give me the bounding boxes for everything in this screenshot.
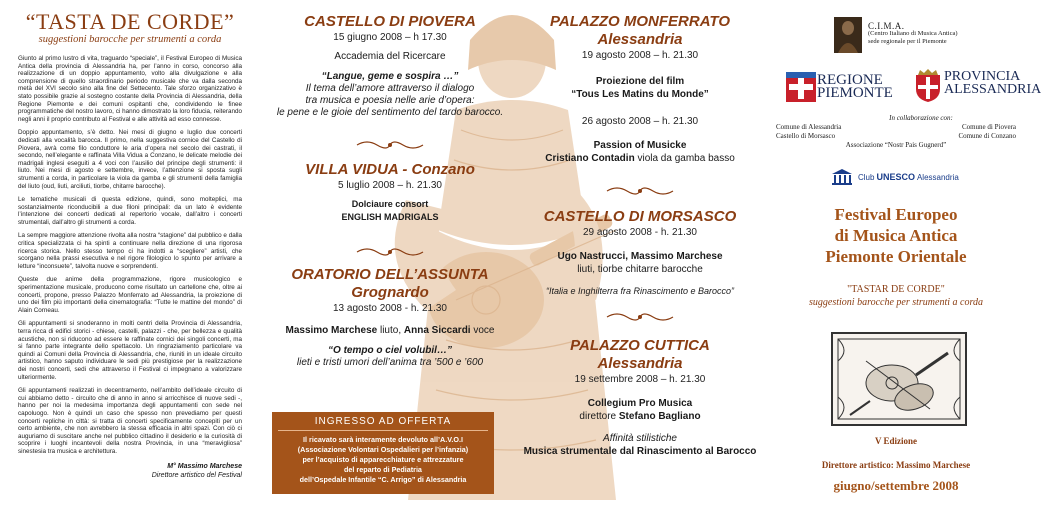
intro-paragraph: La sempre maggiore attenzione rivolta alla nostra “stagione” dal pubblico e dalla critica specializzata ci ha spinti a continuare nella direzione di una rigorosa ricerca storica. Nello stesso tempo ci ha indotti a “scegliere” artisti, che scorgano nella prassi esecutiva e nel rigore filologico lo spunto per arrivare a letture “inconsuete”, talvolta nuove e sorprendenti. [18, 232, 242, 270]
event-venue: ORATORIO DELL’ASSUNTA [291, 266, 489, 283]
performer-role: viola da gamba basso [634, 153, 735, 164]
offer-line: dell’Ospedale Infantile “C. Arrigo” di Alessandria [299, 475, 467, 484]
unesco-city: Alessandria [916, 172, 959, 182]
club-unesco-logo [830, 169, 959, 185]
intro-paragraph: Queste due anime della programmazione, rigore musicologico e sperimentazione musicale, producono come risultato un cartellone che, oltre ai concerti, propone, presso Palazzo Monferrato ad Alessandria, la proiezione di uno dei film più importanti della cinematografia: “Tutte le mattine del mondo” di Alain Corneau. [18, 276, 242, 314]
event-description: Musica strumentale dal Rinascimento al Barocco [523, 446, 757, 457]
director-label: direttore [579, 411, 619, 422]
event-description: lieti e tristi umori dell’anima tra ’500 e ’600 [296, 357, 484, 368]
offer-line: del reparto di Pediatria [344, 465, 422, 474]
event-date: 19 agosto 2008 – h. 21.30 [581, 50, 699, 61]
offer-title: INGRESSO AD OFFERTA [278, 412, 488, 431]
edition-number: V Edizione [874, 436, 918, 446]
event-date: 26 agosto 2008 – h. 21.30 [581, 116, 699, 127]
signature [18, 462, 242, 480]
event-performer: Dolciaure consort [351, 199, 429, 209]
offer-body [272, 431, 494, 485]
provincia-line: PROVINCIA [944, 69, 1021, 84]
event-director [512, 410, 768, 423]
offer-line: per l’acquisto di apparecchiature e attrezzature [302, 455, 464, 464]
event-date: 13 agosto 2008 - h. 21.30 [333, 303, 447, 314]
temple-icon [830, 169, 854, 185]
event-quote: “Langue, geme e sospira …” [321, 71, 459, 82]
artistic-director: Direttore artistico: Massimo Marchese [821, 460, 971, 470]
performer-role: voce [470, 325, 495, 336]
regione-line: PIEMONTE [817, 85, 893, 101]
offer-line: Il ricavato sarà interamente devoluto all’A.V.O.I [303, 435, 463, 444]
performer-name: Cristiano Contadin [545, 153, 635, 164]
intro-paragraph: Gli appuntamenti si snoderanno in molti centri della Provincia di Alessandria, terra ricca di edifici storici - chiese, castelli, palazzi - che, per bellezza e qualità acustiche, non si riducono ad essere le raffinate cornici dei singoli concerti, ma si fanno parte integrante dello spettacolo. Un ringraziamento particolare va quindi ai Comuni della Provincia di Alessandria, che, riuniti in un ideale circuito artistico, hanno saputo individuare le sedi più prestigiose per la realizzazione dei nostri concerti, sedi che attraverso il Festival ci impegnano a valorizzare ulteriormente. [18, 320, 242, 381]
event-city: Alessandria [597, 31, 683, 48]
signature-role: Direttore artistico del Festival [151, 471, 242, 479]
provincia-alessandria-text [944, 70, 1041, 96]
performer-name: Anna Siccardi [403, 325, 471, 336]
event-description: le pene e le gioie del sentimento del tardo barocco. [276, 107, 504, 118]
event-city: Alessandria [597, 355, 683, 372]
event-city: Grognardo [351, 284, 429, 301]
collab-row [776, 132, 1016, 141]
cima-line: (Centro Italiano di Musica Antica) [868, 30, 958, 37]
event-film-label: Proiezione del film [595, 76, 685, 87]
event-film-title: “Tous Les Matins du Monde” [571, 89, 709, 100]
intro-paragraph: Giunto al primo lustro di vita, traguardo “speciale”, il Festival Europeo di Musica Antica della provincia di Alessandria ha, per l’anno in corso, concorso alla realizzazione di un doppio appuntamento, volto alla divulgazione e alla comprensione di quello straordinario periodo musicale che va dalla seconda metà del XVI secolo sino alla fine del Settecento. Tale sforzo organizzativo è stato possibile grazie al sostegno costante della Provincia di Alessandria, della Regione Piemonte e dei comuni ospitanti che, condividendo le finee programmatiche del nostro lavoro, ci hanno dimostrato la loro fiducia, reiterando negli anni il proprio contributo al Festival e alle attività ad esso connesse. [18, 55, 242, 123]
regione-piemonte-logo [786, 72, 816, 107]
provincia-line: ALESSANDRIA [944, 82, 1041, 97]
cima-text [868, 22, 1008, 46]
event-venue: CASTELLO DI PIOVERA [304, 13, 476, 30]
event-date: 29 agosto 2008 - h. 21.30 [583, 227, 697, 238]
edition-theme-subtitle: suggestioni barocche per strumenti a corda [809, 297, 983, 308]
event-date: 19 settembre 2008 – h. 21.30 [574, 374, 706, 385]
event-description: Affinità stilistiche [603, 433, 677, 444]
event-venue: PALAZZO CUTTICA [570, 337, 710, 354]
donation-offer-box [272, 412, 494, 494]
event-quote: “O tempo o ciel volubil…” [328, 345, 452, 356]
offer-line: (Associazione Volontari Ospedalieri per l’infanzia) [297, 445, 469, 454]
intro-subtitle: suggestioni barocche per strumenti a corda [38, 34, 222, 45]
intro-title: “TASTA DE CORDE” [25, 9, 235, 34]
festival-title-line: di Musica Antica [834, 226, 958, 245]
signature-name: M° Massimo Marchese [167, 462, 242, 470]
event-performer [272, 324, 508, 337]
performer-role: liuto, [377, 325, 404, 336]
festival-title-line: Piemonte Orientale [825, 247, 967, 266]
event-date: 15 giugno 2008 – h 17.30 [333, 32, 447, 43]
event-performer: Passion of Musicke [593, 140, 687, 151]
event-performer: Accademia del Ricercare [334, 51, 446, 62]
event-program: ENGLISH MADRIGALS [341, 212, 439, 222]
director-name: Stefano Bagliano [618, 411, 701, 422]
event-quote: “Italia e Inghilterra fra Rinascimento e Barocco” [545, 286, 735, 296]
intro-paragraph: Doppio appuntamento, s’è detto. Nei mesi di giugno e luglio due concerti dedicati alla vocalità barocca. Il primo, nella suggestiva cornice del Castello di Piovera, avrà come filo conduttore le aria d’opera nel secolo dei castrati, il secondo, nell’elegante e raffinata Villa Vidua a Conzano, le delicate melodie dei madrigali inglesi eseguiti a 4 voci con l’ausilio del principe degli strumenti: il liuto. Nei mesi di agosto e settembre, invece, l’attenzione si sposta sugli strumenti a corda, in particolare la viola da gamba e gli strumenti della famiglia del liuto (oud, liuti, arciliuti, tiorbe, chitarre barocche). [18, 129, 242, 190]
regione-piemonte-text [817, 74, 893, 100]
intro-paragraph: Gli appuntamenti realizzati in decentramento, nell’ambito dell’ideale circuito di cui abbiamo detto - circuito che di anno in anno si arricchisce di nuove sedi -, hanno per noi la medesima importanza degli appuntamenti con sede nel capoluogo. Non è quindi un caso che spesso non prevediamo per questi concerti repliche in città: si tratta di concerti specificamente concepiti per un certo ambiente, che non avrebbero la stessa efficacia in altri spazi. Con ciò ci auguriamo di suscitare anche nel pubblico cittadino il desiderio e la curiosità di scoprire i luoghi incantevoli della nostra Provincia, in una “meravigliosa” sinestesia tra musica e architettura. [18, 387, 242, 455]
cima-line: sede regionale per il Piemonte [868, 38, 947, 45]
ornament-divider [605, 311, 675, 323]
unesco-name: UNESCO [876, 172, 915, 182]
ornament-divider [355, 139, 425, 151]
event-date: 5 luglio 2008 – h. 21.30 [338, 180, 442, 191]
collab-partner: Comune di Alessandria [776, 123, 842, 131]
event-venue: PALAZZO MONFERRATO [550, 13, 730, 30]
event-venue: CASTELLO DI MORSASCO [543, 208, 737, 225]
ornament-divider [605, 185, 675, 197]
provincia-alessandria-crest [914, 69, 942, 108]
event-venue: VILLA VIDUA - Conzano [305, 161, 475, 178]
event-description: tra musica e poesia nelle arie d’opera: [305, 95, 475, 106]
event-description: Il tema dell’amore attraverso il dialogo [305, 83, 475, 94]
festival-period: giugno/settembre 2008 [833, 478, 959, 493]
festival-title [776, 204, 1016, 267]
collab-partner: Comune di Piovera [961, 123, 1016, 131]
event-instruments: liuti, tiorbe chitarre barocche [577, 264, 703, 275]
cima-logo [834, 17, 862, 53]
performer-name: Massimo Marchese [285, 325, 378, 336]
event-performer: Ugo Nastrucci, Massimo Marchese [557, 251, 723, 262]
collab-partner: Castello di Morsasco [776, 132, 836, 140]
collab-heading: In collaborazione con: [889, 114, 953, 122]
instruments-engraving [830, 331, 968, 427]
collab-partner: Comune di Conzano [958, 132, 1016, 140]
intro-column [0, 0, 256, 512]
ornament-divider [355, 246, 425, 258]
event-performer [512, 152, 768, 165]
event-performer: Collegium Pro Musica [587, 398, 693, 409]
collaboration-block [776, 114, 1016, 150]
cima-title: C.I.M.A. [868, 21, 905, 31]
collab-row [776, 123, 1016, 132]
intro-paragraph: Le tematiche musicali di questa edizione, quindi, sono molteplici, ma sostanzialmente riconducibili a due filoni principali: da un lato è evidente l’intenzione dei concerti dedicati al repertorio vocale, dall’altro i concerti strumentali, dall’altro gli strumenti a corda. [18, 196, 242, 226]
edition-theme: "TASTAR DE CORDE" [847, 284, 945, 295]
regione-line: REGIONE [817, 72, 883, 88]
festival-title-line: Festival Europeo [834, 205, 958, 224]
events-column-2 [512, 0, 768, 512]
unesco-club: Club [858, 172, 875, 182]
collab-partner: Associazione “Nostr Pais Gugnerd” [845, 141, 947, 149]
